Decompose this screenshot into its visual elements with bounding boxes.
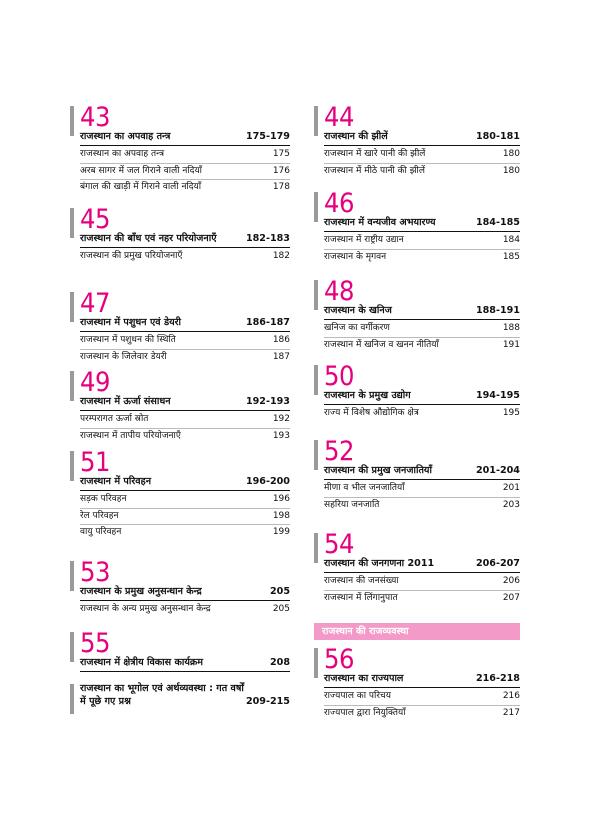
- entry-page: 176: [272, 165, 290, 176]
- chapter-title-row[interactable]: [324, 464, 520, 480]
- chapter-pages: 216-218: [475, 673, 520, 684]
- toc-entry[interactable]: [324, 574, 520, 591]
- entry-label: राजस्थान में मीठे पानी की झीलें: [324, 165, 425, 176]
- chapter-title: राजस्थान में परिवहन: [80, 476, 152, 487]
- toc-entry[interactable]: [324, 164, 520, 180]
- toc-entry[interactable]: [80, 412, 290, 429]
- chapter-52: [314, 438, 520, 523]
- chapter-title-row[interactable]: [80, 130, 290, 146]
- toc-entry[interactable]: [324, 706, 520, 722]
- entry-page: 199: [272, 527, 290, 537]
- chapter-pages: 175-179: [245, 131, 290, 142]
- toc-entry[interactable]: [80, 509, 290, 526]
- toc-entry[interactable]: [80, 350, 290, 366]
- chapter-marker: [314, 533, 318, 563]
- chapter-title: राजस्थान के खनिज: [324, 305, 392, 316]
- toc-entry[interactable]: [324, 689, 520, 706]
- chapter-54: [314, 531, 520, 611]
- chapter-title: राजस्थान की बाँध एवं नहर परियोजनाएँ: [80, 233, 217, 244]
- chapter-pages: 180-181: [475, 131, 520, 142]
- entry-label: राजस्थान के अन्य प्रमुख अनुसन्धान केन्द्र: [80, 604, 211, 614]
- chapter-pages: 182-183: [245, 233, 290, 244]
- entry-label: राजस्थान के मृगवन: [324, 251, 387, 262]
- chapter-47: [70, 290, 290, 365]
- chapter-50: [314, 363, 520, 431]
- entry-label: राजस्थान के जिलेवार डेयरी: [80, 351, 167, 362]
- chapter-number: 55: [80, 628, 110, 659]
- chapter-pages: 206-207: [475, 558, 520, 569]
- chapter-53: [70, 559, 290, 630]
- chapter-56: [314, 646, 520, 726]
- toc-entry[interactable]: [80, 164, 290, 181]
- toc-entry[interactable]: [80, 180, 290, 196]
- chapter-pages: 194-195: [475, 390, 520, 401]
- chapter-title: राजस्थान की प्रमुख जनजातियाँ: [324, 465, 432, 476]
- toc-entry[interactable]: [324, 591, 520, 607]
- toc-entry[interactable]: [324, 338, 520, 354]
- pyq-title-line1: राजस्थान का भूगोल एवं अर्थव्यवस्था : गत वर्षों: [80, 683, 244, 694]
- entry-label: राज्य में विशेष औद्योगिक क्षेत्र: [324, 408, 419, 418]
- chapter-marker: [314, 648, 318, 678]
- entry-label: खनिज का वर्गीकरण: [324, 323, 390, 333]
- chapter-title-row[interactable]: [324, 672, 520, 688]
- chapter-pages: 201-204: [475, 465, 520, 476]
- toc-entry[interactable]: [80, 147, 290, 164]
- entry-label: रेल परिवहन: [80, 510, 119, 521]
- chapter-pages: 208: [269, 657, 290, 668]
- chapter-number: 47: [80, 288, 110, 319]
- entry-page: 207: [502, 592, 520, 603]
- chapter-marker: [314, 280, 318, 310]
- chapter-number: 54: [324, 529, 354, 560]
- entry-page: 175: [272, 149, 290, 159]
- entry-label: राज्यपाल द्वारा नियुक्तियाँ: [324, 707, 406, 718]
- chapter-51: [70, 449, 290, 547]
- entry-label: राज्यपाल का परिचय: [324, 691, 391, 701]
- chapter-number: 53: [80, 557, 110, 588]
- chapter-number: 45: [80, 204, 110, 235]
- chapter-number: 44: [324, 102, 354, 133]
- entry-page: 201: [502, 483, 520, 493]
- chapter-marker: [70, 451, 74, 481]
- entry-label: सड़क परिवहन: [80, 494, 127, 504]
- entry-label: राजस्थान में पशुधन की स्थिति: [80, 335, 176, 345]
- chapter-pages: 188-191: [475, 305, 520, 316]
- chapter-title: राजस्थान के प्रमुख उद्योग: [324, 390, 411, 401]
- chapter-title-row[interactable]: [324, 130, 520, 146]
- entry-page: 196: [272, 494, 290, 504]
- chapter-pages: 196-200: [245, 476, 290, 487]
- entry-label: राजस्थान में लिंगानुपात: [324, 592, 398, 603]
- entry-label: राजस्थान की प्रमुख परियोजनाएँ: [80, 251, 183, 261]
- pyq-title-line2: में पूछे गए प्रश्न: [80, 696, 131, 707]
- toc-entry[interactable]: [80, 525, 290, 541]
- toc-entry[interactable]: [324, 498, 520, 514]
- chapter-title: राजस्थान की जनगणना 2011: [324, 558, 435, 569]
- entry-label: राजस्थान का अपवाह तन्त्र: [80, 149, 165, 159]
- entry-page: 188: [502, 323, 520, 333]
- toc-entry[interactable]: [80, 333, 290, 350]
- entry-page: 191: [502, 339, 520, 350]
- chapter-title: राजस्थान में पशुधन एवं डेयरी: [80, 317, 182, 328]
- toc-entry[interactable]: [324, 481, 520, 498]
- chapter-title: राजस्थान में वन्यजीव अभयारण्य: [324, 217, 436, 228]
- entry-label: वायु परिवहन: [80, 527, 122, 537]
- section-banner: राजस्थान की राजव्यवस्था: [314, 623, 520, 640]
- entry-page: 193: [272, 430, 290, 441]
- entry-page: 178: [272, 182, 290, 192]
- entry-page: 187: [272, 351, 290, 362]
- chapter-title: राजस्थान का अपवाह तन्त्र: [80, 131, 171, 142]
- chapter-55: [70, 630, 290, 676]
- chapter-title: राजस्थान का राज्यपाल: [324, 673, 404, 684]
- entry-label: बंगाल की खाड़ी में गिराने वाली नदियाँ: [80, 182, 202, 192]
- pyq-pages: 209-215: [245, 696, 290, 707]
- chapter-46: [314, 190, 520, 275]
- chapter-marker: [314, 106, 318, 136]
- toc-entry[interactable]: [324, 147, 520, 164]
- chapter-number: 56: [324, 644, 354, 675]
- chapter-title-row[interactable]: [80, 656, 290, 672]
- chapter-marker: [70, 292, 74, 322]
- chapter-title-row[interactable]: [324, 557, 520, 573]
- entry-page: 216: [502, 691, 520, 701]
- entry-label: राजस्थान में खारे पानी की झीलें: [324, 149, 426, 159]
- chapter-number: 51: [80, 447, 110, 478]
- chapter-number: 50: [324, 361, 354, 392]
- toc-entry[interactable]: [80, 602, 290, 618]
- entry-label: राजस्थान में खनिज व खनन नीतियाँ: [324, 339, 439, 350]
- entry-page: 186: [272, 335, 290, 345]
- toc-entry[interactable]: [80, 492, 290, 509]
- previous-year-questions[interactable]: [70, 682, 290, 708]
- chapter-marker: [70, 684, 74, 714]
- chapter-pages: 186-187: [245, 317, 290, 328]
- chapter-pages: 205: [269, 586, 290, 597]
- chapter-44: [314, 104, 520, 186]
- chapter-title: राजस्थान के प्रमुख अनुसन्धान केन्द्र: [80, 586, 202, 597]
- chapter-title-row[interactable]: [324, 216, 520, 232]
- entry-label: परम्परागत ऊर्जा स्रोत: [80, 414, 149, 424]
- toc-entry[interactable]: [324, 233, 520, 250]
- chapter-pages: 192-193: [245, 396, 290, 407]
- chapter-marker: [70, 632, 74, 662]
- entry-page: 184: [502, 235, 520, 245]
- entry-page: 206: [502, 576, 520, 586]
- entry-page: 182: [272, 251, 290, 261]
- entry-label: राजस्थान में राष्ट्रीय उद्यान: [324, 235, 404, 245]
- chapter-title-row[interactable]: [80, 395, 290, 411]
- entry-page: 180: [502, 165, 520, 176]
- chapter-title-row[interactable]: [80, 316, 290, 332]
- chapter-marker: [70, 208, 74, 238]
- chapter-number: 43: [80, 102, 110, 133]
- entry-label: राजस्थान की जनसंख्या: [324, 576, 399, 586]
- entry-label: मीणा व भील जनजातियाँ: [324, 483, 405, 493]
- chapter-title-row[interactable]: [80, 475, 290, 491]
- entry-page: 192: [272, 414, 290, 424]
- chapter-title: राजस्थान में क्षेत्रीय विकास कार्यक्रम: [80, 657, 204, 668]
- entry-page: 217: [502, 707, 520, 718]
- entry-page: 203: [502, 499, 520, 510]
- chapter-number: 46: [324, 188, 354, 219]
- entry-page: 185: [502, 251, 520, 262]
- entry-page: 205: [272, 604, 290, 614]
- chapter-marker: [314, 365, 318, 395]
- entry-label: अरब सागर में जल गिराने वाली नदियाँ: [80, 165, 203, 176]
- right-column: [314, 104, 520, 726]
- chapter-number: 49: [80, 367, 110, 398]
- entry-label: राजस्थान में तापीय परियोजनाएँ: [80, 430, 181, 441]
- chapter-title-row[interactable]: [324, 389, 520, 405]
- chapter-pages: 184-185: [475, 217, 520, 228]
- chapter-49: [70, 369, 290, 449]
- chapter-marker: [70, 106, 74, 136]
- entry-page: 198: [272, 510, 290, 521]
- chapter-45: [70, 206, 290, 290]
- chapter-43: [70, 104, 290, 197]
- toc-entry[interactable]: [80, 429, 290, 445]
- left-column: [70, 104, 290, 708]
- chapter-title-row[interactable]: [80, 585, 290, 601]
- chapter-marker: [314, 192, 318, 222]
- chapter-number: 52: [324, 436, 354, 467]
- entry-page: 195: [502, 408, 520, 418]
- chapter-48: [314, 278, 520, 363]
- chapter-number: 48: [324, 276, 354, 307]
- chapter-title: राजस्थान में ऊर्जा संसाधन: [80, 396, 171, 407]
- toc-entry[interactable]: [324, 250, 520, 266]
- entry-page: 180: [502, 149, 520, 159]
- toc-entry[interactable]: [324, 406, 520, 422]
- toc-entry[interactable]: [80, 249, 290, 265]
- toc-entry[interactable]: [324, 321, 520, 338]
- chapter-title-row[interactable]: [324, 304, 520, 320]
- chapter-title: राजस्थान की झीलें: [324, 131, 388, 142]
- pyq-title-line2-row: [80, 695, 290, 708]
- chapter-marker: [70, 561, 74, 591]
- chapter-marker: [70, 371, 74, 401]
- chapter-marker: [314, 440, 318, 470]
- chapter-title-row[interactable]: [80, 232, 290, 248]
- entry-label: सहरिया जनजाति: [324, 499, 380, 510]
